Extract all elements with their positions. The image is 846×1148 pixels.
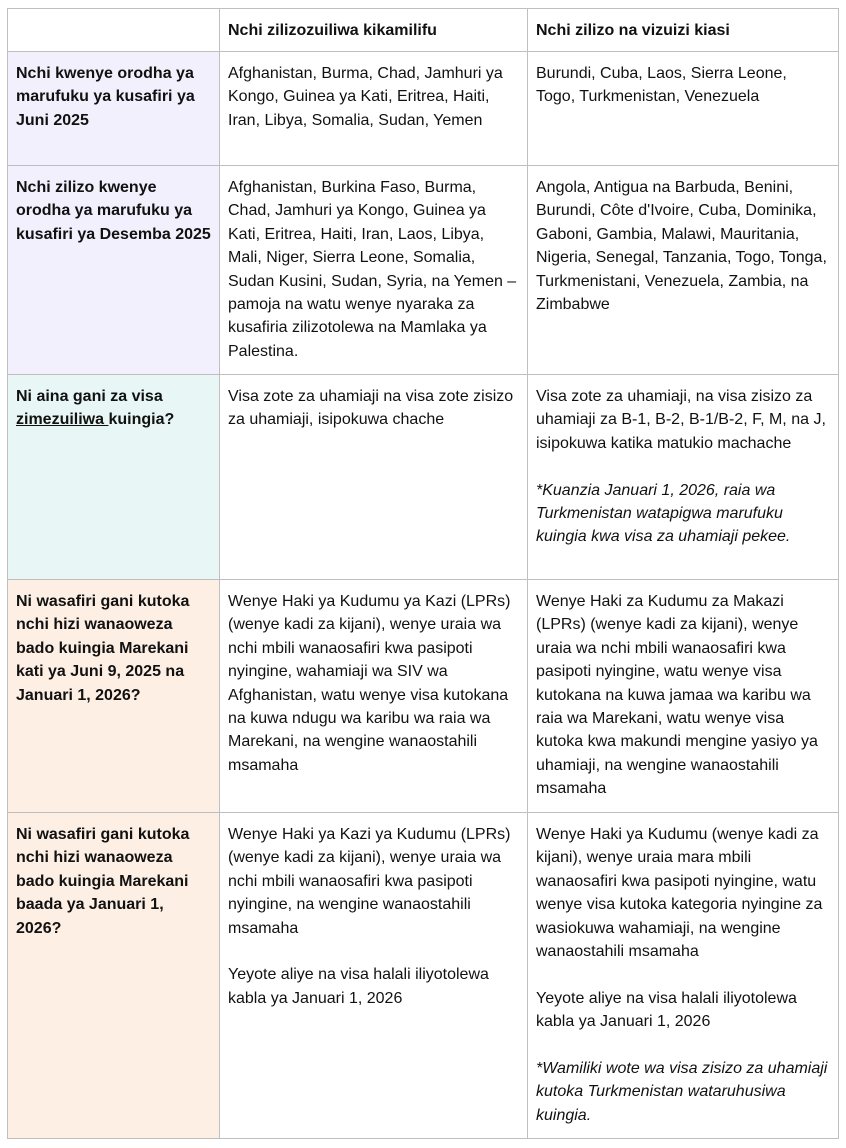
travelers-after-partial-extra: Yeyote aliye na visa halali iliyotolewa kabla ya Januari 1, 2026 [536, 989, 797, 1031]
cell-travelers-after-2026-partial [528, 813, 839, 1139]
header-blank-cell [8, 9, 220, 52]
travelers-after-partial-note: *Wamiliki wote wa visa zisizo za uhamiaji kutoka Turkmenistan wataruhusiwa kuingia. [536, 1060, 828, 1124]
cell-travelers-before-2026-partial: Wenye Haki za Kudumu za Makazi (LPRs) (wenye kadi za kijani), wenye uraia wa nchi mbili wanaosafiri kwa pasipoti nyingine, watu wenye visa kutokana na kuwa jamaa wa karibu wa raia wa Marekani, watu wenye visa kutoka kwa makundi mengine yasiyo ya uhamiaji, na wengine wanaostahili msamaha [528, 580, 839, 813]
row-label-visa-types-post: kuingia? [108, 411, 175, 429]
travelers-after-full-text: Wenye Haki ya Kazi ya Kudumu (LPRs) (wenye kadi za kijani), wenye uraia wa nchi mbili wanaosafiri kwa pasipoti nyingine, na wengine wanaostahili msamaha [228, 826, 511, 937]
table-row [8, 52, 839, 166]
row-label-december-2025-list: Nchi zilizo kwenye orodha ya marufuku ya kusafiri ya Desemba 2025 [8, 166, 220, 375]
header-row [8, 9, 839, 52]
table-row [8, 580, 839, 813]
row-label-visa-types-underlined: zimezuiliwa [16, 411, 109, 429]
row-label-travelers-after-2026: Ni wasafiri gani kutoka nchi hizi wanaoweza bado kuingia Marekani baada ya Januari 1, 2026? [8, 813, 220, 1139]
cell-visa-types-full: Visa zote za uhamiaji na visa zote zisizo za uhamiaji, isipokuwa chache [220, 375, 528, 580]
cell-travelers-after-2026-full [220, 813, 528, 1139]
row-label-visa-types-pre: Ni aina gani za visa [16, 388, 163, 405]
header-partial-restriction: Nchi zilizo na vizuizi kiasi [528, 9, 839, 52]
table-row [8, 375, 839, 580]
header-full-restriction: Nchi zilizozuiliwa kikamilifu [220, 9, 528, 52]
table-row [8, 813, 839, 1139]
visa-types-partial-text: Visa zote za uhamiaji, na visa zisizo za uhamiaji za B-1, B-2, B-1/B-2, F, M, na J, isipokuwa katika matukio machache [536, 388, 826, 452]
cell-visa-types-partial [528, 375, 839, 580]
travelers-after-full-extra: Yeyote aliye na visa halali iliyotolewa kabla ya Januari 1, 2026 [228, 966, 489, 1007]
row-label-june-2025-list: Nchi kwenye orodha ya marufuku ya kusafiri ya Juni 2025 [8, 52, 220, 166]
cell-december-2025-full: Afghanistan, Burkina Faso, Burma, Chad, Jamhuri ya Kongo, Guinea ya Kati, Eritrea, Haiti, Iran, Laos, Libya, Mali, Niger, Sierra Leone, Somalia, Sudan Kusini, Sudan, Syria, na Yemen – pamoja na watu wenye nyaraka za kusafiria zilizotolewa na Mamlaka ya Palestina. [220, 166, 528, 375]
travelers-after-partial-text: Wenye Haki ya Kudumu (wenye kadi za kijani), wenye uraia mara mbili wanaosafiri kwa pasipoti nyingine, watu wenye visa kutoka kategoria nyingine za wasiokuwa wahamiaji, na wengine wanaostahili msamaha [536, 826, 823, 961]
cell-june-2025-partial: Burundi, Cuba, Laos, Sierra Leone, Togo, Turkmenistan, Venezuela [528, 52, 839, 166]
cell-travelers-before-2026-full: Wenye Haki ya Kudumu ya Kazi (LPRs) (wenye kadi za kijani), wenye uraia wa nchi mbili wanaosafiri kwa pasipoti nyingine, wahamiaji wa SIV wa Afghanistan, watu wenye visa kutokana na kuwa ndugu wa karibu wa raia wa Marekani, na wengine wanaostahili msamaha [220, 580, 528, 813]
travel-ban-table [7, 8, 839, 1139]
cell-december-2025-partial: Angola, Antigua na Barbuda, Benini, Burundi, Côte d'Ivoire, Cuba, Dominika, Gaboni, Gambia, Malawi, Mauritania, Nigeria, Senegal, Tanzania, Togo, Tonga, Turkmenistani, Venezuela, Zambia, na Zimbabwe [528, 166, 839, 375]
table-row [8, 166, 839, 375]
visa-types-partial-note: *Kuanzia Januari 1, 2026, raia wa Turkmenistan watapigwa marufuku kuingia kwa visa za uhamiaji pekee. [536, 481, 791, 546]
row-label-visa-types [8, 375, 220, 580]
cell-june-2025-full: Afghanistan, Burma, Chad, Jamhuri ya Kongo, Guinea ya Kati, Eritrea, Haiti, Iran, Libya, Somalia, Sudan, Yemen [220, 52, 528, 166]
row-label-travelers-before-2026: Ni wasafiri gani kutoka nchi hizi wanaoweza bado kuingia Marekani kati ya Juni 9, 2025 na Januari 1, 2026? [8, 580, 220, 813]
